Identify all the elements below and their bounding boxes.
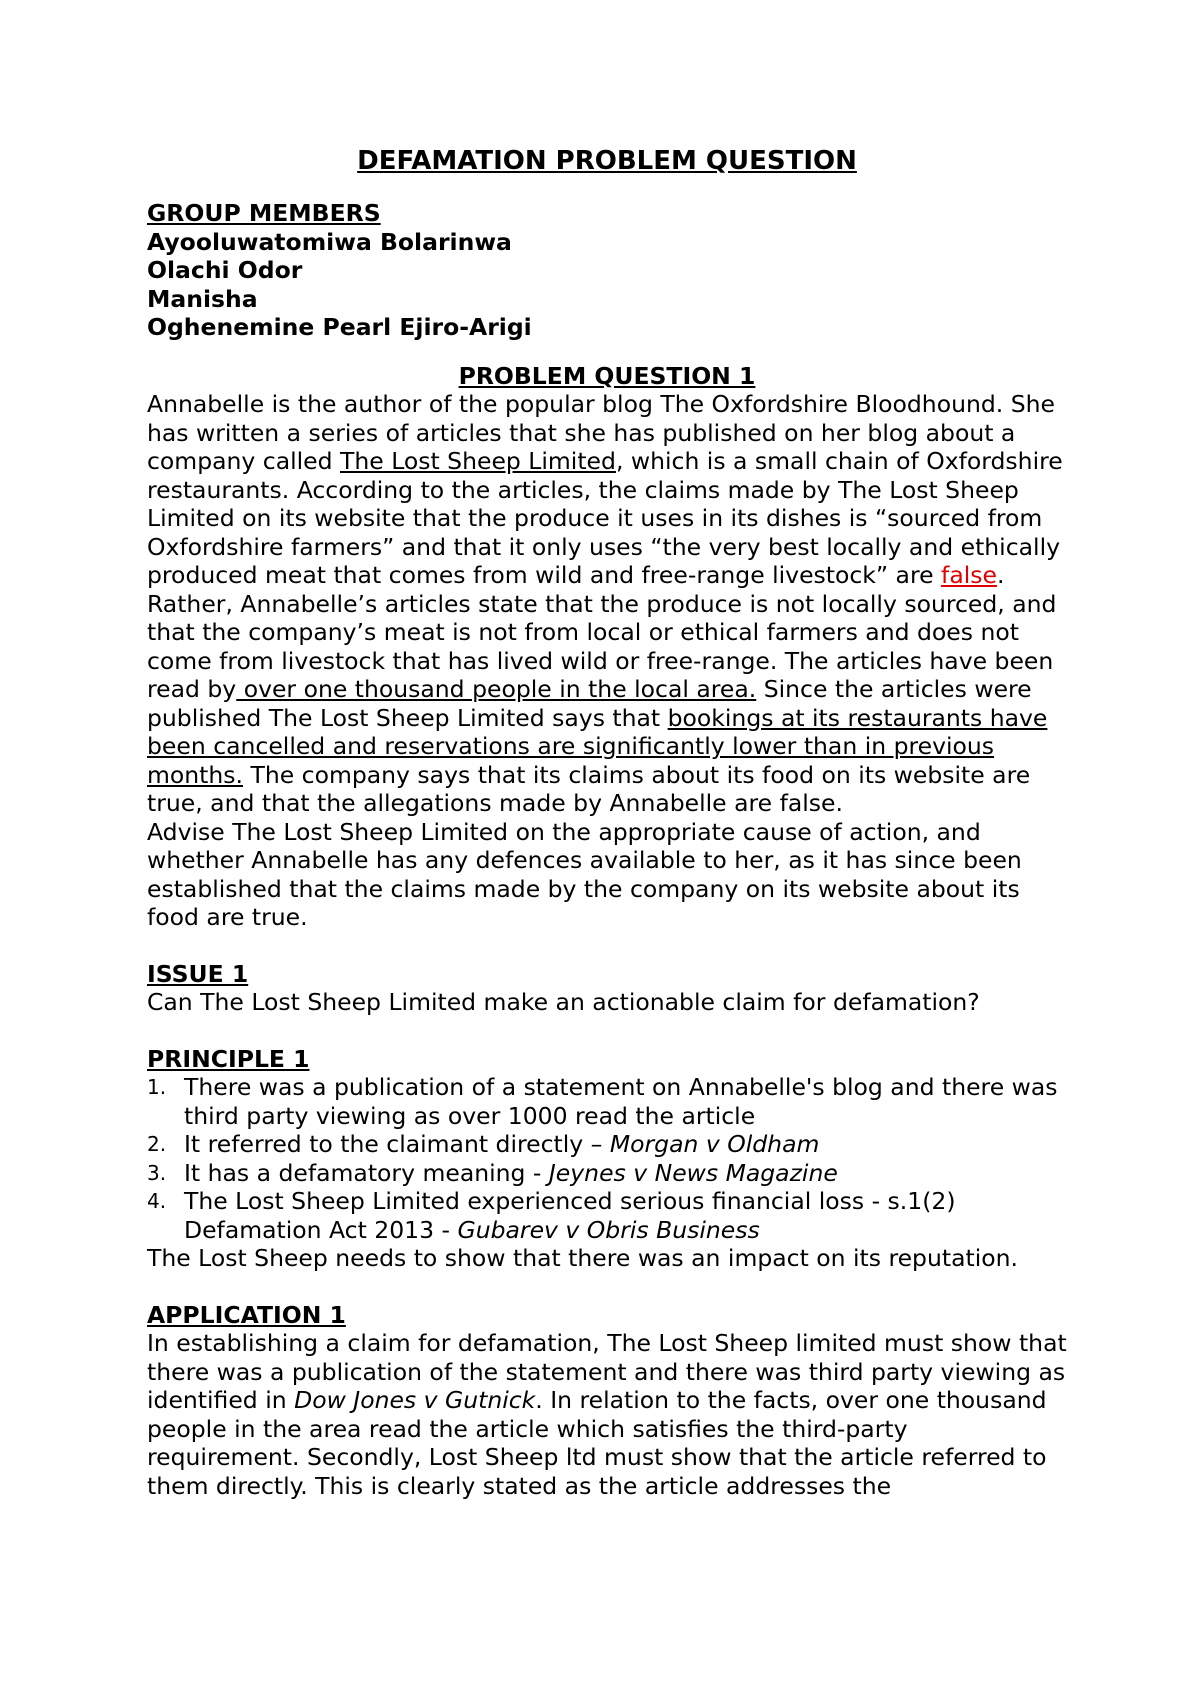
problem-text: , which is a small chain of Oxfordshire restaurants. According to the articles, the claims made by The Lost Sheep Limited on its website that the produce it uses in its dishes is “sourced from Oxfordshire farmers” and that it only uses “the very best locally and ethically produced meat that comes from wild and free-range livestock” are — [147, 447, 1063, 589]
page-title: DEFAMATION PROBLEM QUESTION — [357, 146, 857, 176]
problem-heading: PROBLEM QUESTION 1 — [458, 361, 756, 390]
item-text: It referred to the claimant directly – — [184, 1130, 610, 1158]
case-citation: Gubarev v Obris Business — [457, 1215, 760, 1244]
case-citation: Morgan v Oldham — [609, 1130, 820, 1158]
principle-item — [147, 1187, 1067, 1244]
principle-list — [147, 1073, 1067, 1244]
false-highlight: false — [941, 561, 997, 589]
readers-highlight: over one thousand people in the local area. — [236, 675, 757, 703]
case-citation: Jeynes v News Magazine — [548, 1158, 838, 1187]
item-number: 4. — [147, 1189, 167, 1213]
application-paragraph — [147, 1329, 1067, 1500]
principle-item — [147, 1073, 1067, 1130]
item-number: 3. — [147, 1160, 167, 1185]
problem-text: Since the articles were published The Lost Sheep Limited says that — [147, 675, 1032, 732]
application-text: In establishing a claim for defamation, The Lost Sheep limited must show that there was a publication of the statement and there was third party viewing as identified in — [147, 1329, 1067, 1414]
item-number: 1. — [147, 1075, 167, 1099]
problem-advise-paragraph: Advise The Lost Sheep Limited on the appropriate cause of action, and whether Annabelle has any defences available to her, as it has since been established that the claims made by the company on its website about its food are true. — [147, 817, 1022, 931]
application-heading: APPLICATION 1 — [147, 1300, 346, 1329]
item-text: The Lost Sheep Limited experienced serious financial loss - s.1(2) Defamation Act 2013 - — [184, 1187, 956, 1244]
principle-closing: The Lost Sheep needs to show that there was an impact on its reputation. — [147, 1244, 1018, 1272]
group-member: Olachi Odor — [147, 256, 303, 284]
group-member: Oghenemine Pearl Ejiro-Arigi — [147, 313, 532, 341]
item-text: It has a defamatory meaning - — [184, 1158, 549, 1187]
group-member: Manisha — [147, 284, 258, 313]
principle-item — [147, 1159, 1067, 1188]
document-content — [147, 145, 1067, 1500]
principle-heading: PRINCIPLE 1 — [147, 1044, 310, 1073]
issue-heading: ISSUE 1 — [147, 959, 249, 988]
bookings-highlight: bookings at its restaurants have been cancelled and reservations are significantly lower than in previous months. — [147, 703, 1048, 789]
application-text: . In relation to the facts, over one thousand people in the area read the article which satisfies the third-party requirement. Secondly, Lost Sheep ltd must show that the article referred to them directly. This is clearly stated as the article addresses the — [147, 1386, 1047, 1500]
problem-text: Annabelle is the author of the popular blog The Oxfordshire Bloodhound. She has written a series of articles that she has published on her blog about a company called — [147, 390, 1055, 475]
group-member: Ayooluwatomiwa Bolarinwa — [147, 227, 512, 256]
problem-text: The company says that its claims about its food on its website are true, and that the allegations made by Annabelle are false. — [147, 760, 1031, 817]
company-name: The Lost Sheep Limited — [340, 447, 616, 475]
problem-paragraph — [147, 390, 1067, 818]
item-number: 2. — [147, 1132, 167, 1156]
group-members-heading: GROUP MEMBERS — [147, 199, 381, 227]
principle-item — [147, 1130, 1067, 1159]
problem-text: . Rather, Annabelle’s articles state that the produce is not locally sourced, and that the company’s meat is not from local or ethical farmers and does not come from livestock that has lived wild or free-range. The articles have been read by — [147, 561, 1057, 703]
case-citation: Dow Jones v Gutnick — [294, 1386, 536, 1414]
issue-text: Can The Lost Sheep Limited make an actionable claim for defamation? — [147, 988, 980, 1016]
item-text: There was a publication of a statement on Annabelle's blog and there was third party viewing as over 1000 read the article — [184, 1073, 1058, 1130]
